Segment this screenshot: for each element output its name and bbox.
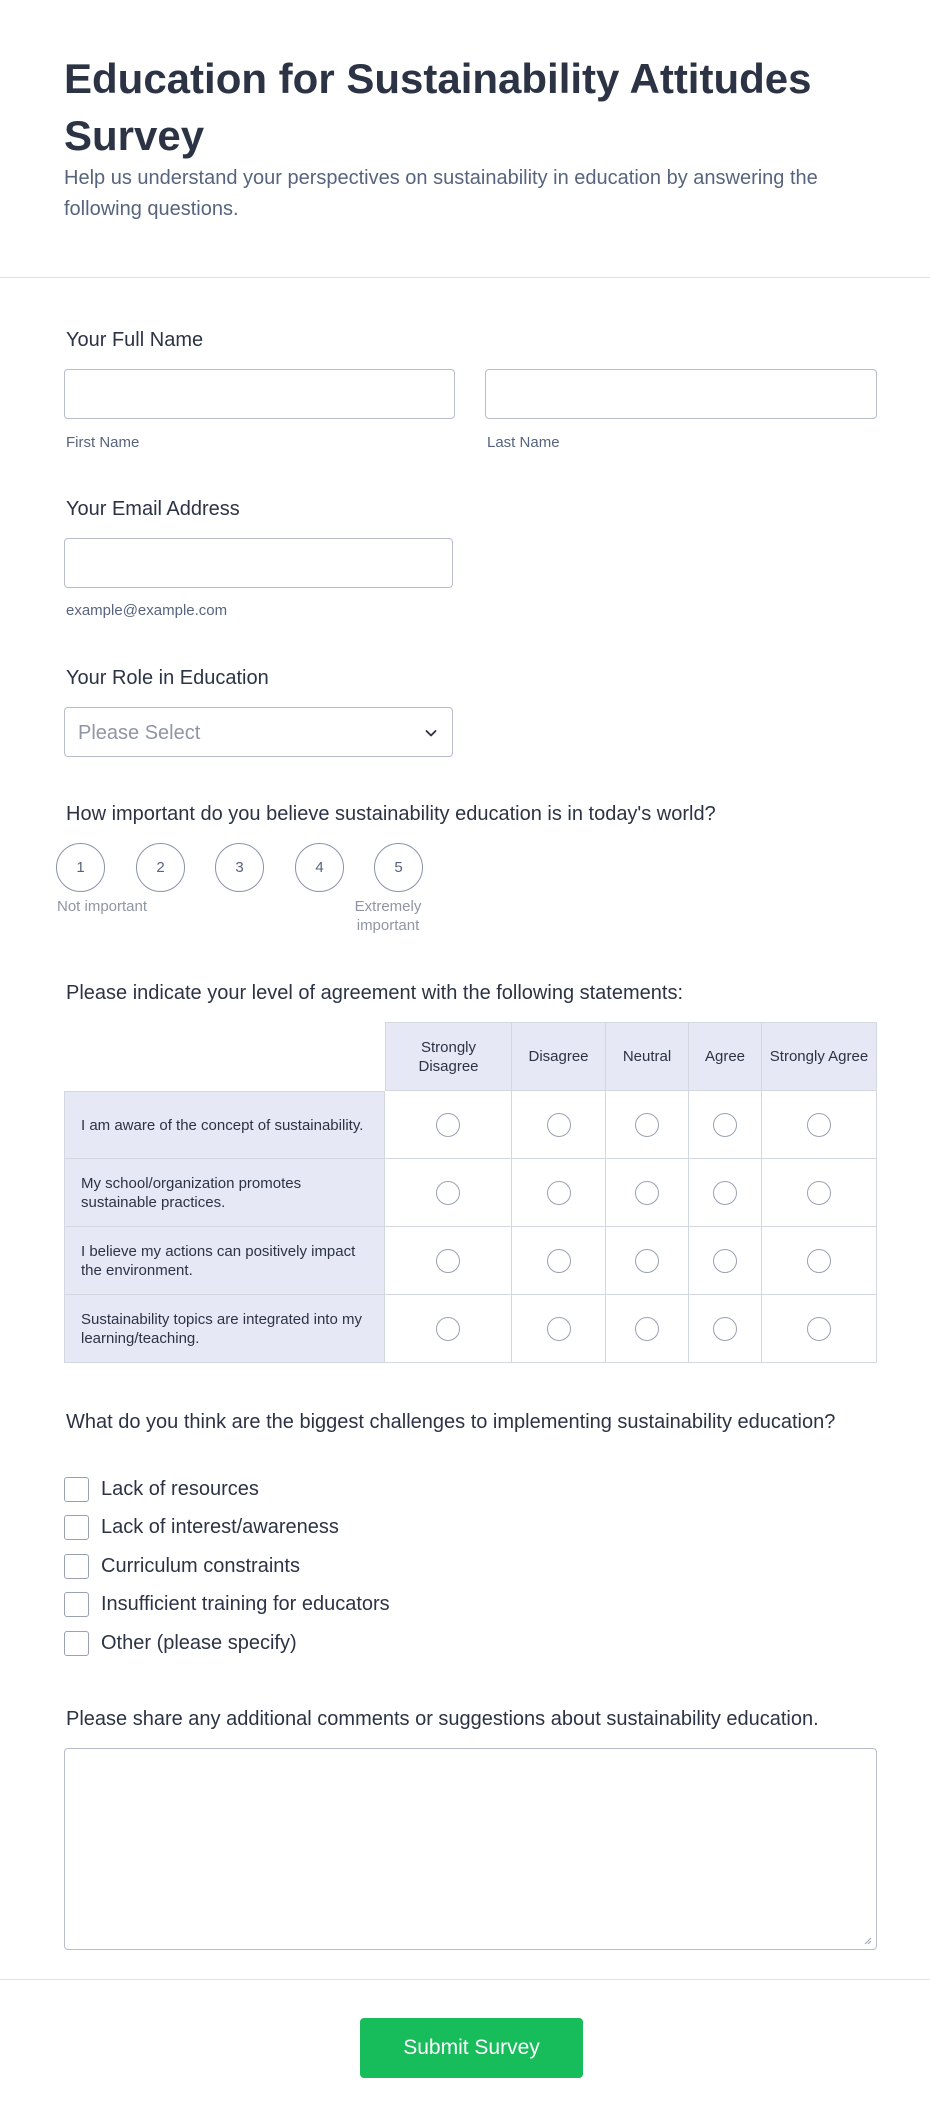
checkbox[interactable] [64, 1515, 89, 1540]
matrix-radio[interactable] [547, 1249, 571, 1273]
matrix-col-strongly-disagree: Strongly Disagree [385, 1022, 512, 1091]
matrix-cell [762, 1091, 877, 1159]
checkbox-label: Insufficient training for educators [101, 1593, 390, 1615]
resize-grip-icon[interactable] [862, 1935, 872, 1945]
challenge-option[interactable] [64, 1553, 300, 1579]
scale-min-label: Not important [57, 898, 148, 915]
agreement-label: Please indicate your level of agreement with the following statements: [66, 982, 684, 1004]
matrix-radio[interactable] [436, 1181, 460, 1205]
matrix-cell [689, 1295, 762, 1363]
checkbox-label: Curriculum constraints [101, 1555, 300, 1577]
challenges-label: What do you think are the biggest challenges to implementing sustainability education? [66, 1411, 836, 1433]
comments-label: Please share any additional comments or suggestions about sustainability education. [66, 1708, 819, 1730]
role-select[interactable] [64, 707, 453, 757]
matrix-cell [689, 1091, 762, 1159]
matrix-row-label: I believe my actions can positively impact the environment. [64, 1227, 385, 1295]
matrix-radio[interactable] [713, 1113, 737, 1137]
matrix-cell [512, 1091, 606, 1159]
matrix-cell [512, 1295, 606, 1363]
scale-option-1[interactable]: 1 [56, 843, 105, 892]
matrix-radio[interactable] [436, 1249, 460, 1273]
checkbox[interactable] [64, 1592, 89, 1617]
matrix-radio[interactable] [807, 1249, 831, 1273]
matrix-col-strongly-agree: Strongly Agree [762, 1022, 877, 1091]
last-name-sublabel: Last Name [487, 434, 560, 451]
form-title: Education for Sustainability Attitudes Survey [64, 55, 812, 159]
scale-option-2[interactable]: 2 [136, 843, 185, 892]
matrix-col-agree: Agree [689, 1022, 762, 1091]
challenge-option[interactable] [64, 1591, 390, 1617]
matrix-radio[interactable] [547, 1317, 571, 1341]
form-subtitle: Help us understand your perspectives on sustainability in education by answering the following questions. [64, 167, 818, 220]
role-label: Your Role in Education [66, 667, 269, 689]
matrix-col-disagree: Disagree [512, 1022, 606, 1091]
matrix-cell [606, 1295, 689, 1363]
matrix-radio[interactable] [547, 1113, 571, 1137]
matrix-cell [606, 1091, 689, 1159]
matrix-radio[interactable] [635, 1181, 659, 1205]
matrix-cell [385, 1295, 512, 1363]
matrix-radio[interactable] [807, 1181, 831, 1205]
matrix-cell [385, 1159, 512, 1227]
email-input[interactable] [64, 538, 453, 588]
matrix-radio[interactable] [635, 1249, 659, 1273]
matrix-cell [689, 1159, 762, 1227]
matrix-col-neutral: Neutral [606, 1022, 689, 1091]
matrix-cell [689, 1227, 762, 1295]
matrix-radio[interactable] [436, 1113, 460, 1137]
matrix-radio[interactable] [713, 1317, 737, 1341]
checkbox[interactable] [64, 1631, 89, 1656]
challenge-option[interactable] [64, 1476, 259, 1502]
matrix-radio[interactable] [713, 1181, 737, 1205]
matrix-cell [512, 1227, 606, 1295]
scale-option-5[interactable]: 5 [374, 843, 423, 892]
checkbox[interactable] [64, 1477, 89, 1502]
matrix-row-label: My school/organization promotes sustainable practices. [64, 1159, 385, 1227]
email-label: Your Email Address [66, 498, 240, 520]
matrix-cell [512, 1159, 606, 1227]
agreement-matrix [64, 1022, 877, 1364]
matrix-cell [385, 1091, 512, 1159]
first-name-sublabel: First Name [66, 434, 140, 451]
matrix-radio[interactable] [807, 1317, 831, 1341]
challenge-option[interactable] [64, 1630, 297, 1656]
full-name-label: Your Full Name [66, 329, 204, 351]
importance-label: How important do you believe sustainability education is in today's world? [66, 803, 716, 825]
comments-textarea[interactable] [64, 1748, 877, 1950]
chevron-down-icon [423, 725, 439, 741]
challenge-option[interactable] [64, 1514, 339, 1540]
checkbox-label: Lack of interest/awareness [101, 1516, 339, 1538]
matrix-cell [762, 1227, 877, 1295]
scale-option-3[interactable]: 3 [215, 843, 264, 892]
submit-survey-button[interactable]: Submit Survey [360, 2018, 583, 2078]
scale-max-label: Extremely important [354, 898, 422, 934]
matrix-radio[interactable] [547, 1181, 571, 1205]
first-name-input[interactable] [64, 369, 455, 419]
role-select-value: Please Select [78, 722, 201, 744]
matrix-radio[interactable] [635, 1113, 659, 1137]
matrix-radio[interactable] [807, 1113, 831, 1137]
email-sublabel: example@example.com [66, 602, 228, 619]
matrix-row-label: I am aware of the concept of sustainability. [64, 1091, 385, 1159]
checkbox-label: Lack of resources [101, 1478, 259, 1500]
matrix-cell [385, 1227, 512, 1295]
matrix-row-label: Sustainability topics are integrated into my learning/teaching. [64, 1295, 385, 1363]
matrix-cell [606, 1227, 689, 1295]
scale-option-4[interactable]: 4 [295, 843, 344, 892]
matrix-cell [762, 1159, 877, 1227]
matrix-radio[interactable] [436, 1317, 460, 1341]
checkbox-label: Other (please specify) [101, 1632, 297, 1654]
last-name-input[interactable] [485, 369, 877, 419]
matrix-radio[interactable] [635, 1317, 659, 1341]
matrix-radio[interactable] [713, 1249, 737, 1273]
matrix-cell [606, 1159, 689, 1227]
matrix-cell [762, 1295, 877, 1363]
checkbox[interactable] [64, 1554, 89, 1579]
form-header [0, 0, 930, 278]
